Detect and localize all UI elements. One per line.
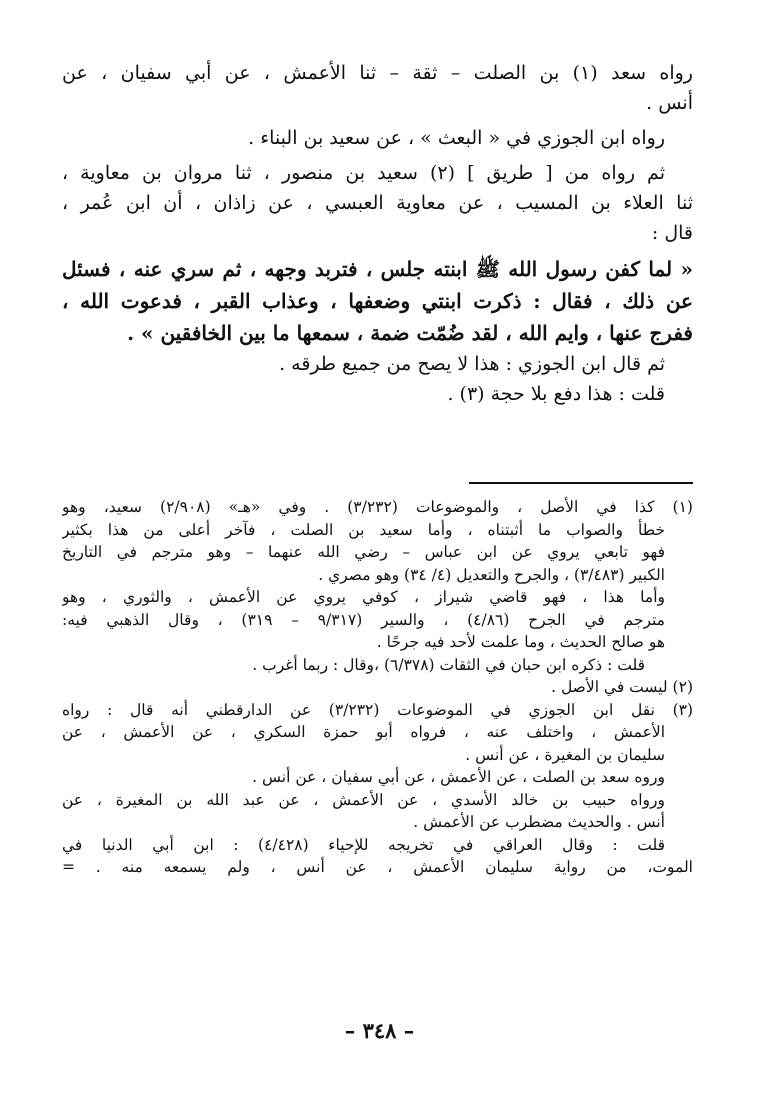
footnote-last-line bbox=[62, 856, 693, 879]
main-line-8: قلت : هذا دفع بلا حجة (٣) . bbox=[447, 383, 665, 405]
footnote-line: أنس . والحديث مضطرب عن الأعمش . bbox=[413, 813, 665, 831]
footnote-line: الأعمش ، واختلف عنه ، فرواه أبو حمزة السكري ، عن الأعمش ، عن bbox=[62, 723, 665, 741]
footnote-line: (٢) ليست في الأصل . bbox=[551, 678, 693, 696]
footnote-line-text: الموت، من رواية سليمان الأعمش ، عن أنس ، ولم يسمعه منه . bbox=[95, 858, 693, 876]
main-line-7: ثم قال ابن الجوزي : هذا لا يصح من جميع طرقه . bbox=[279, 353, 665, 375]
footnote-line: هو صالح الحديث ، وما علمت لأحد فيه جرحًا . bbox=[376, 633, 665, 651]
main-line-5: ثنا العلاء بن المسيب ، عن معاوية العبسي ، عن زاذان ، أن ابن عُمر ، bbox=[62, 192, 693, 214]
main-line-3: رواه ابن الجوزي في « البعث » ، عن سعيد بن البناء . bbox=[248, 127, 665, 149]
footnotes bbox=[62, 496, 693, 879]
footnote-separator bbox=[469, 482, 693, 484]
footnote-line: وروه سعد بن الصلت ، عن الأعمش ، عن أبي سفيان ، عن أنس . bbox=[252, 768, 665, 786]
footnote-line: مترجم في الجرح (٤/٨٦) ، والسير (٩/٣١٧ – ٣١٩) ، وقال الذهبي فيه: bbox=[62, 610, 665, 629]
hadith-line-3: ففرج عنها ، وايم الله ، لقد ضُمّت ضمة ، سمعها ما بين الخافقين » . bbox=[127, 321, 693, 345]
footnote-line: (١) كذا في الأصل ، والموضوعات (٣/٢٣٢) . وفي «هـ» (٢/٩٠٨) سعيد، وهو bbox=[62, 498, 693, 516]
hadith-line-2: عن ذلك ، فقال : ذكرت ابنتي وضعفها ، وعذاب القبر ، فدعوت الله ، bbox=[62, 289, 693, 313]
footnote-line: قلت : وقال العراقي في تخريجه للإحياء (٤/٤٢٨) : ابن أبي الدنيا في bbox=[62, 835, 665, 854]
footnote-line: الكبير (٣/٤٨٣) ، والجرح والتعديل (٤/ ٣٤) وهو مصري . bbox=[318, 565, 665, 584]
footnote-line: خطأ والصواب ما أثبتناه ، وأما سعيد بن الصلت ، فآخر أعلى من هذا بكثير bbox=[62, 520, 665, 539]
main-line-6: قال : bbox=[651, 222, 693, 244]
main-line-4: ثم رواه من [ طريق ] (٢) سعيد بن منصور ، ثنا مروان بن معاوية ، bbox=[62, 162, 665, 184]
footnote-line: وأما هذا ، فهو قاضي شيراز ، كوفي يروي عن الأعمش ، والثوري ، وهو bbox=[62, 588, 665, 606]
footnote-line: فهو تابعي يروي عن ابن عباس – رضي الله عنهما – وهو مترجم في التاريخ bbox=[62, 543, 665, 561]
footnote-line: ورواه حبيب بن خالد الأسدي ، عن الأعمش ، عن عبد الله بن المغيرة ، عن bbox=[62, 790, 665, 809]
footnote-line: (٣) نقل ابن الجوزي في الموضوعات (٣/٢٣٢) عن الدارقطني أنه قال : رواه bbox=[62, 700, 693, 719]
footnote-line: سليمان بن المغيرة ، عن أنس . bbox=[465, 745, 665, 764]
hadith-text bbox=[62, 253, 693, 349]
main-line-2: أنس . bbox=[646, 92, 693, 114]
hadith-line-1: « لما كفن رسول الله ﷺ ابنته جلس ، فتربد وجهه ، ثم سري عنه ، فسئل bbox=[62, 257, 693, 281]
main-line-1: رواه سعد (١) بن الصلت – ثقة – ثنا الأعمش ، عن أبي سفيان ، عن bbox=[62, 62, 693, 84]
continuation-mark: = bbox=[62, 858, 75, 876]
footnote-line: قلت : ذكره ابن حبان في الثقات (٦/٣٧٨) ،وقال : ربما أغرب . bbox=[252, 655, 645, 674]
page-number: – ٣٤٨ – bbox=[344, 1018, 415, 1043]
main-text bbox=[62, 58, 693, 409]
